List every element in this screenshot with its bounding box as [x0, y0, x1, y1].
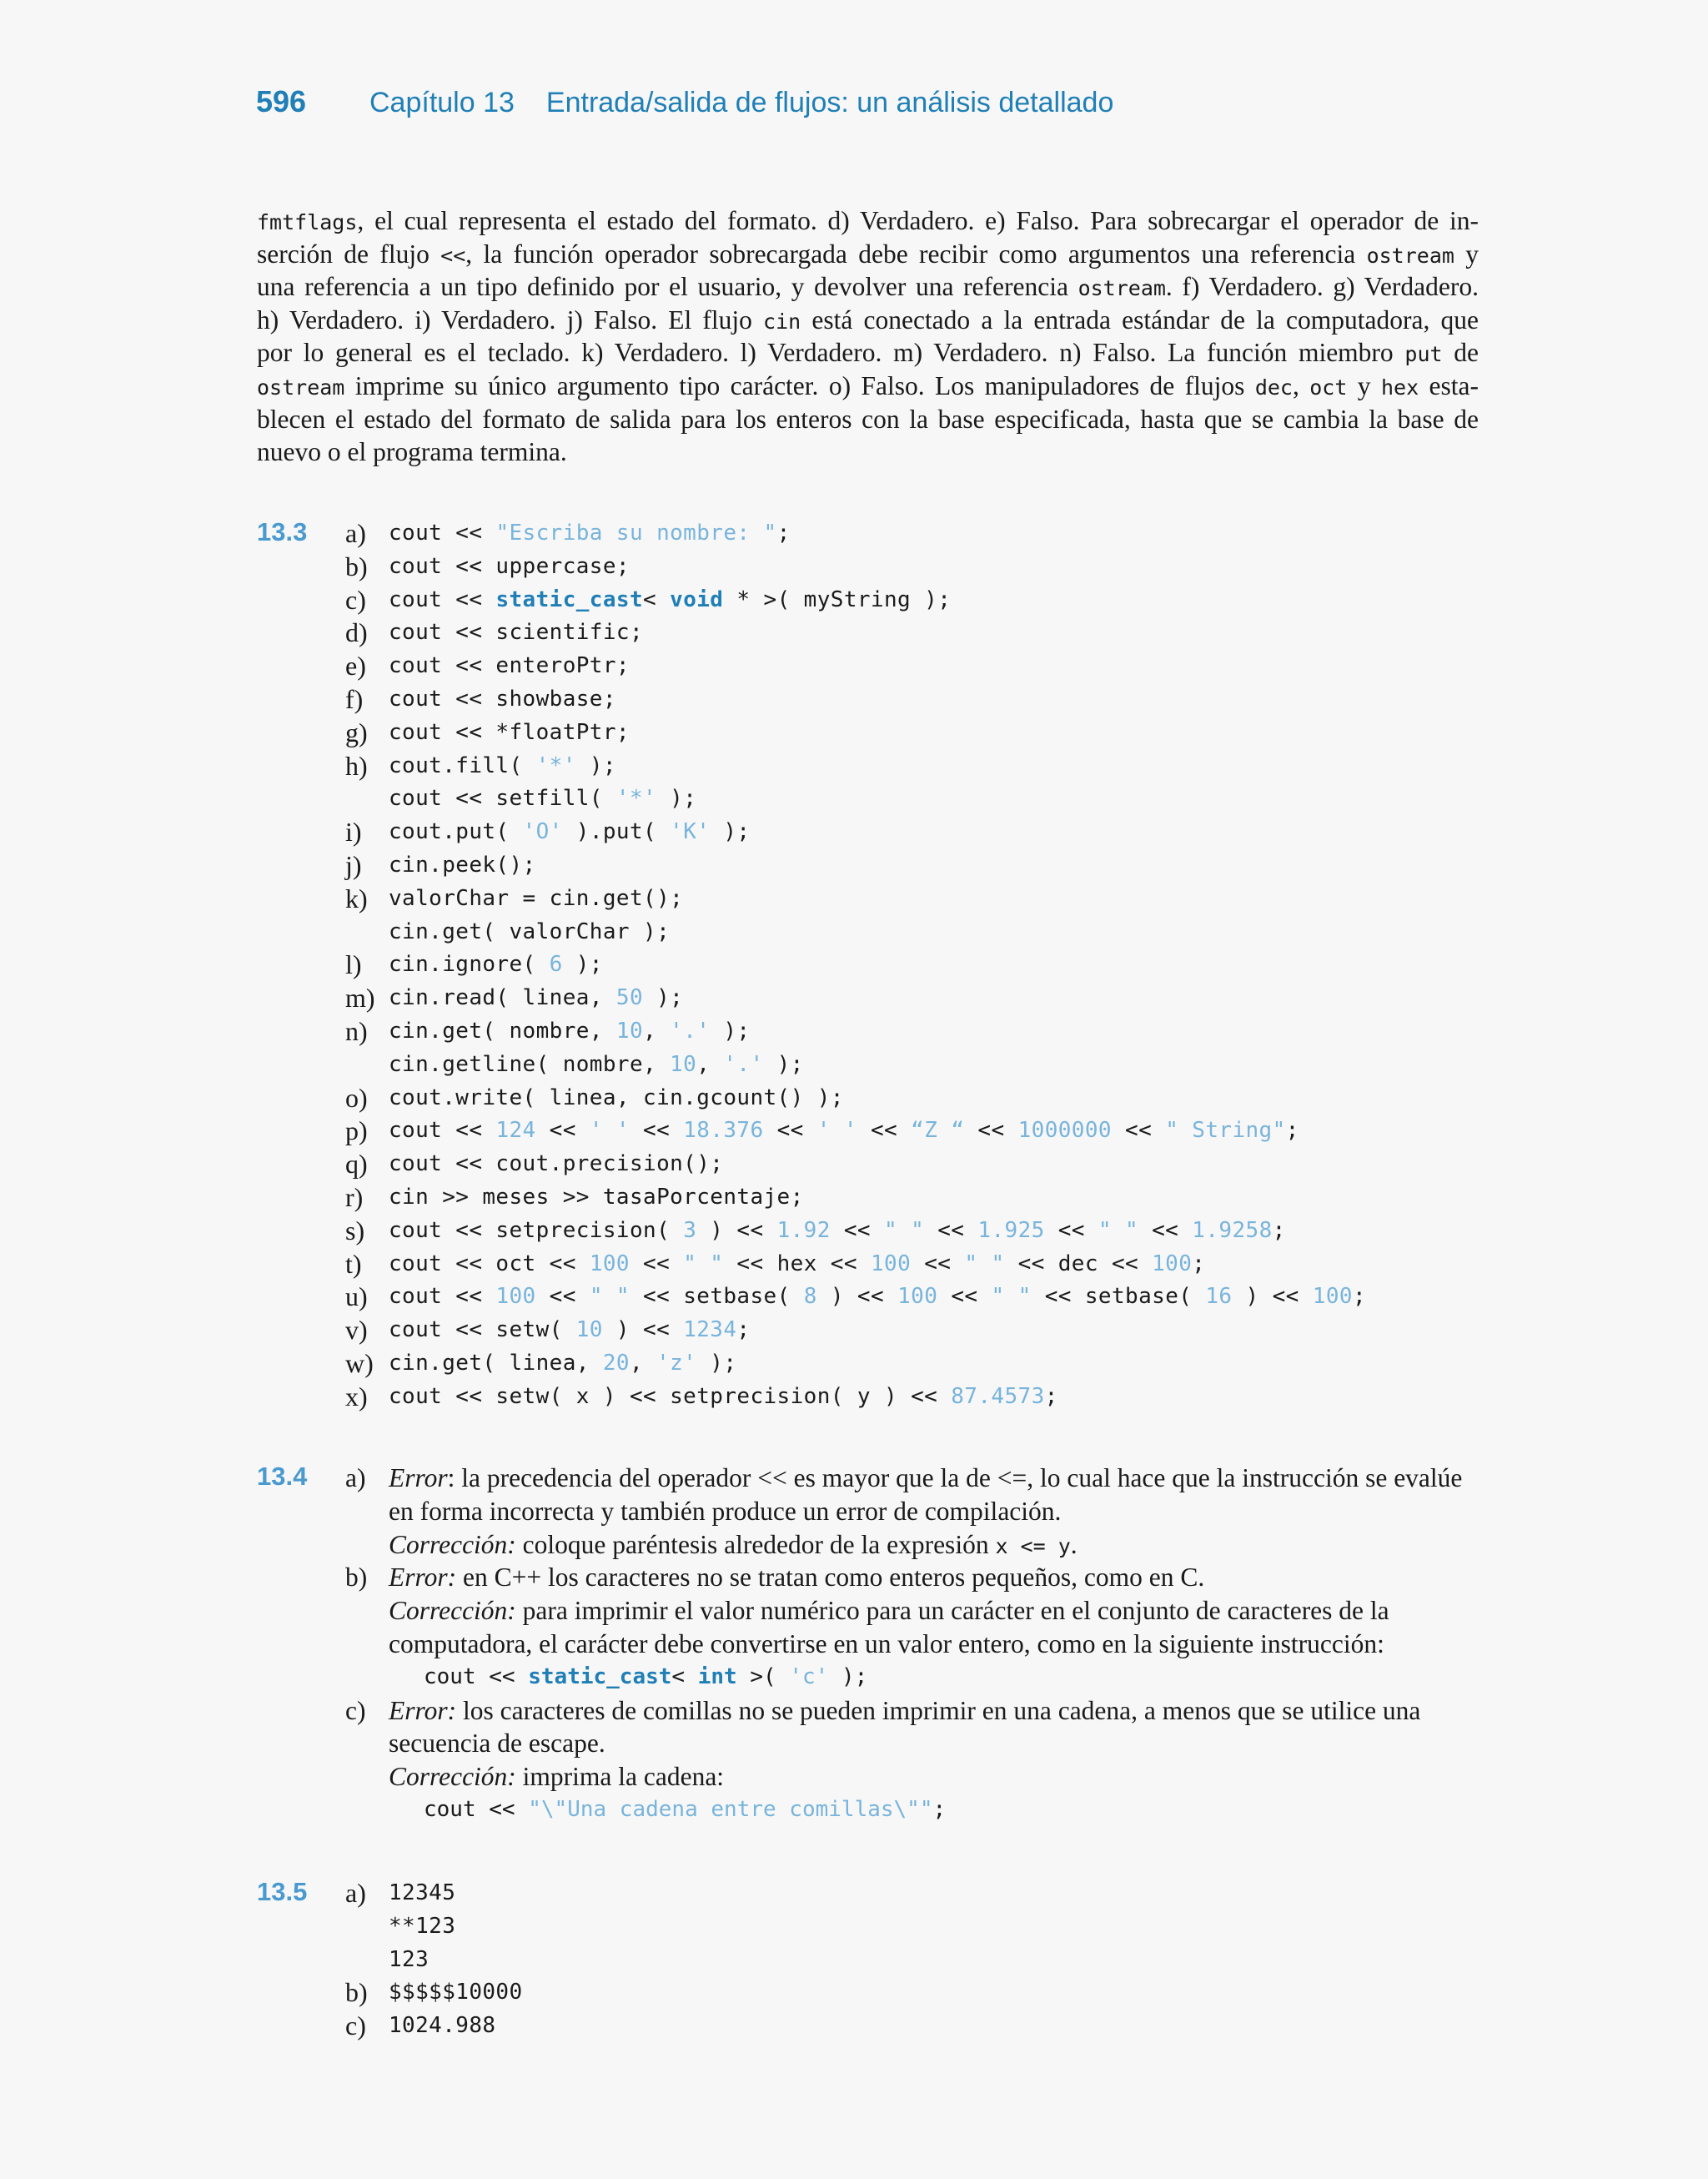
paragraph-text: , el cual representa el estado del formato. d) Verdadero. e) Falso. Para sobrecargar el operador de in- — [357, 206, 1479, 235]
code-line — [389, 1944, 429, 1977]
code-literal: " " — [884, 1217, 925, 1243]
code-text: 1024.988 — [389, 2013, 496, 2039]
code-literal: " " — [589, 1284, 630, 1310]
code-literal: " String" — [1165, 1118, 1286, 1144]
code-line — [389, 1049, 804, 1082]
paragraph-text: está conectado a la entrada estándar de la computadora, que — [801, 304, 1479, 335]
item-label: s) — [345, 1215, 365, 1246]
code-literal: 100 — [870, 1251, 912, 1276]
code-line — [389, 1115, 1299, 1148]
correction-word: Corrección: — [389, 1529, 516, 1559]
answer-paragraph — [257, 204, 1479, 469]
answers-13-4 — [345, 1462, 1488, 1827]
code-text: cin.read( linea, — [389, 985, 616, 1011]
inline-code: cin — [763, 309, 801, 334]
item-label: a) — [345, 518, 366, 548]
item-label: j) — [345, 849, 362, 880]
code-line — [389, 783, 696, 816]
code-literal: " " — [964, 1251, 1005, 1276]
item-label: v) — [345, 1315, 368, 1346]
error-text: : la precedencia del operador << es mayor que la de <=, lo cual hace que la instrucción se evalúe — [447, 1463, 1463, 1492]
code-text: ; — [1044, 1383, 1058, 1409]
code-literal: 10 — [575, 1317, 603, 1343]
error-text: en forma incorrecta y también produce un error de compilación. — [389, 1496, 1062, 1526]
code-line — [389, 1215, 1286, 1248]
code-line — [389, 750, 616, 783]
code-literal: 50 — [615, 985, 644, 1011]
code-line — [389, 916, 670, 949]
code-text: << — [857, 1118, 912, 1144]
code-line — [389, 551, 630, 584]
code-literal: 20 — [602, 1350, 630, 1376]
item-label: b) — [345, 1977, 368, 2008]
code-text: ).put( — [562, 819, 671, 845]
code-literal: 10 — [670, 1051, 697, 1077]
item-label: x) — [345, 1381, 368, 1412]
code-text: ); — [656, 786, 697, 812]
code-line — [389, 517, 791, 551]
correction-text: imprima la cadena: — [515, 1762, 725, 1792]
code-line — [389, 883, 683, 916]
code-text: cout << setfill( — [389, 786, 616, 812]
code-literal: 100 — [495, 1284, 536, 1310]
code-line — [389, 1877, 455, 1910]
code-text: ); — [710, 819, 751, 845]
code-text: cout << — [424, 1796, 529, 1822]
code-text: << hex << — [723, 1251, 871, 1276]
code-text: cout.write( linea, cin.gcount() ); — [389, 1084, 844, 1110]
code-literal: 100 — [1312, 1284, 1353, 1310]
code-text: << — [535, 1118, 590, 1144]
code-line — [389, 1661, 1488, 1694]
paragraph-text: serción de flujo — [257, 239, 441, 269]
code-literal: 1.9258 — [1192, 1217, 1273, 1243]
item-label: c) — [345, 584, 366, 615]
code-line — [389, 650, 630, 683]
code-line — [389, 2010, 495, 2043]
code-text: cout << setprecision( — [389, 1217, 684, 1243]
code-text: ; — [1192, 1251, 1206, 1276]
item-label: w) — [345, 1347, 374, 1378]
code-keyword: int — [697, 1663, 737, 1689]
code-text: cout << cout.precision(); — [389, 1151, 724, 1177]
item-label: q) — [345, 1149, 368, 1180]
paragraph-text: y — [1347, 370, 1381, 400]
code-literal: 1.925 — [977, 1217, 1045, 1243]
correction-text: coloque paréntesis alrededor de la expresión — [515, 1529, 996, 1559]
paragraph-text: y — [1454, 239, 1479, 269]
error-word: Error: — [389, 1563, 457, 1593]
code-text: cout << — [389, 586, 496, 612]
error-text: los caracteres de comillas no se pueden imprimir en una cadena, a menos que se utilice una — [456, 1695, 1421, 1725]
code-line — [389, 1248, 1205, 1281]
code-text: ; — [932, 1796, 947, 1822]
code-text: << — [964, 1118, 1018, 1144]
chapter-title: Entrada/salida de flujos: un análisis detallado — [545, 87, 1114, 118]
code-line — [389, 1148, 723, 1181]
code-text: cin.getline( nombre, — [389, 1051, 671, 1077]
inline-code: hex — [1380, 375, 1419, 400]
code-text: cout << — [424, 1663, 529, 1689]
paragraph-text: de — [1442, 338, 1479, 368]
item-label: p) — [345, 1115, 368, 1146]
answer-13-4-a — [345, 1462, 1488, 1561]
code-line — [389, 1910, 455, 1944]
code-line — [389, 982, 683, 1015]
item-label: u) — [345, 1281, 368, 1312]
code-line — [389, 683, 616, 717]
paragraph-line — [257, 270, 1479, 304]
item-label: f) — [345, 683, 364, 714]
inline-code: x <= y — [995, 1533, 1071, 1558]
correction-word: Corrección: — [389, 1762, 516, 1792]
error-word: Error — [389, 1463, 448, 1492]
item-label: m) — [345, 983, 375, 1014]
code-literal: '.' — [723, 1051, 764, 1077]
code-text: << — [1111, 1118, 1166, 1144]
code-text: * >( myString ); — [723, 586, 952, 612]
code-keyword: void — [670, 586, 724, 612]
code-line — [389, 1381, 1058, 1414]
code-literal: ' ' — [816, 1118, 857, 1144]
code-literal: 124 — [495, 1118, 536, 1144]
code-literal: 1.92 — [776, 1217, 831, 1243]
code-text: << — [1138, 1217, 1193, 1243]
section-number-13-4: 13.4 — [257, 1462, 308, 1491]
code-text: cin >> meses >> tasaPorcentaje; — [389, 1184, 804, 1210]
code-text: cout << setw( x ) << setprecision( y ) << — [389, 1383, 952, 1409]
code-text: << — [535, 1284, 590, 1310]
paragraph-text: , la función operador sobrecargada debe recibir como argumentos una referencia — [465, 239, 1367, 269]
code-literal: "\"Una cadena entre comillas\"" — [528, 1796, 933, 1822]
inline-code: << — [440, 243, 466, 268]
code-line — [389, 949, 603, 982]
paragraph-text: . f) Verdadero. g) Verdadero. — [1165, 272, 1479, 302]
code-line — [389, 616, 643, 650]
code-text: << — [630, 1118, 684, 1144]
code-line — [389, 1976, 523, 2010]
error-word: Error: — [389, 1695, 457, 1725]
page-number: 596 — [256, 84, 307, 118]
correction-word: Corrección: — [389, 1596, 516, 1626]
code-text: cout << uppercase; — [389, 553, 630, 579]
paragraph-line — [257, 204, 1479, 238]
code-text: ) << — [1232, 1284, 1313, 1310]
chapter-label: Capítulo 13 — [369, 87, 515, 118]
code-line — [389, 1281, 1366, 1314]
code-text: , — [629, 1350, 657, 1376]
item-label: r) — [345, 1181, 364, 1212]
code-text: ); — [643, 985, 684, 1011]
code-literal: 100 — [1152, 1251, 1193, 1276]
code-text: < — [643, 586, 671, 612]
paragraph-text: una referencia a un tipo definido por el usuario, y devolver una referencia — [257, 272, 1078, 302]
inline-code: dec — [1254, 375, 1293, 400]
correction-text: computadora, el carácter debe convertirse en un valor entero, como en la siguiente instrucción: — [389, 1628, 1384, 1658]
paragraph-line — [257, 370, 1479, 403]
code-text: 12345 — [389, 1880, 456, 1905]
inline-code: ostream — [1078, 276, 1166, 301]
code-literal: 100 — [589, 1251, 630, 1276]
code-text: ; — [1272, 1217, 1286, 1243]
code-line — [389, 1181, 804, 1215]
code-line — [389, 1082, 844, 1115]
code-text: cout << showbase; — [389, 686, 616, 712]
code-text: << dec << — [1004, 1251, 1153, 1276]
code-literal: '.' — [670, 1018, 711, 1044]
code-text: cout.put( — [389, 819, 523, 845]
section-number-13-5: 13.5 — [257, 1877, 308, 1906]
code-text: ); — [763, 1051, 804, 1077]
item-label: h) — [345, 750, 368, 781]
code-line — [389, 849, 536, 883]
code-keyword: static_cast — [495, 586, 644, 612]
code-text: , — [696, 1051, 724, 1077]
code-literal: ' ' — [589, 1118, 630, 1144]
code-line — [389, 584, 951, 617]
code-keyword: static_cast — [528, 1663, 672, 1689]
inline-code: oct — [1309, 375, 1348, 400]
item-label: l) — [345, 949, 362, 980]
inline-code: put — [1404, 342, 1443, 367]
paragraph-text: nuevo o el programa termina. — [257, 437, 567, 467]
code-literal: 1000000 — [1017, 1118, 1112, 1144]
code-literal: 'z' — [656, 1350, 697, 1376]
paragraph-text: esta- — [1419, 370, 1479, 400]
code-literal: '*' — [615, 786, 657, 812]
answer-13-4-c — [345, 1694, 1488, 1827]
code-text: << — [1044, 1217, 1098, 1243]
item-label: b) — [345, 551, 368, 581]
code-text: << — [911, 1251, 965, 1276]
code-text: ; — [1285, 1118, 1299, 1144]
item-label: n) — [345, 1015, 368, 1046]
code-literal: 100 — [897, 1284, 938, 1310]
code-text: valorChar = cin.get(); — [389, 885, 684, 911]
code-text: << — [763, 1118, 817, 1144]
code-text: cout << — [389, 1118, 496, 1144]
code-literal: 'c' — [789, 1663, 829, 1689]
code-text: >( — [736, 1663, 790, 1689]
item-label: b) — [345, 1563, 368, 1593]
code-text: **123 — [389, 1913, 456, 1939]
code-literal: " " — [683, 1251, 724, 1276]
code-literal: “Z “ — [911, 1118, 965, 1144]
item-label: k) — [345, 883, 368, 913]
code-literal: " " — [991, 1284, 1032, 1310]
code-line — [389, 1314, 750, 1347]
item-label: e) — [345, 651, 366, 682]
paragraph-text: , — [1292, 370, 1310, 400]
code-line — [389, 717, 630, 750]
code-text: ; — [776, 521, 791, 546]
paragraph-line — [257, 336, 1479, 370]
paragraph-line — [257, 435, 1479, 469]
code-text: cout << *floatPtr; — [389, 719, 630, 745]
code-text: cin.get( valorChar ); — [389, 918, 671, 944]
code-literal: " " — [1098, 1217, 1139, 1243]
paragraph-line — [257, 238, 1479, 271]
code-text: ) << — [602, 1317, 684, 1343]
code-literal: 10 — [615, 1018, 644, 1044]
item-label: i) — [345, 817, 362, 848]
code-text: 123 — [389, 1946, 430, 1972]
item-label: g) — [345, 717, 368, 747]
paragraph-line — [257, 403, 1479, 436]
item-label: c) — [345, 2010, 366, 2041]
inline-code: ostream — [257, 375, 345, 400]
code-line — [389, 1015, 750, 1049]
item-label: d) — [345, 617, 368, 648]
code-literal: 87.4573 — [951, 1383, 1045, 1409]
paragraph-text: blecen el estado del formato de salida para los enteros con la base especificada, hasta que se cambia la base de — [257, 404, 1479, 434]
code-text: ; — [736, 1317, 751, 1343]
code-text: ; — [1352, 1284, 1367, 1310]
code-literal: 16 — [1205, 1284, 1233, 1310]
correction-text: para imprimir el valor numérico para un carácter en el conjunto de caracteres de la — [515, 1596, 1389, 1626]
code-literal: "Escriba su nombre: " — [495, 521, 777, 546]
correction-end: . — [1070, 1529, 1078, 1559]
code-text: cout << enteroPtr; — [389, 653, 630, 679]
code-text: $$$$$10000 — [389, 1980, 523, 2005]
code-text: cout << scientific; — [389, 620, 644, 646]
paragraph-text: imprime su único argumento tipo carácter. o) Falso. Los manipuladores de flujos — [344, 370, 1255, 400]
paragraph-text: por lo general es el teclado. k) Verdadero. l) Verdadero. m) Verdadero. n) Falso. La función miembro — [257, 338, 1405, 368]
code-text: ); — [575, 752, 616, 778]
paragraph-text: h) Verdadero. i) Verdadero. j) Falso. El flujo — [257, 304, 764, 335]
code-text: cout << oct << — [389, 1251, 590, 1276]
paragraph-line — [257, 304, 1479, 337]
code-literal: 18.376 — [683, 1118, 764, 1144]
code-text: cin.peek(); — [389, 852, 536, 878]
item-label: t) — [345, 1248, 362, 1279]
code-text: ); — [562, 952, 603, 978]
code-text: ) << — [816, 1284, 898, 1310]
code-text: cout << — [389, 1284, 496, 1310]
code-text: ) << — [696, 1217, 777, 1243]
code-text: << setbase( — [630, 1284, 804, 1310]
error-text: en C++ los caracteres no se tratan como enteros pequeños, como en C. — [456, 1563, 1205, 1593]
code-text: << — [924, 1217, 978, 1243]
item-label: a) — [345, 1878, 366, 1908]
code-literal: 'O' — [522, 819, 563, 845]
code-text: cout.fill( — [389, 752, 536, 778]
code-text: , — [643, 1018, 671, 1044]
code-text: cin.ignore( — [389, 952, 550, 978]
code-literal: 8 — [803, 1284, 817, 1310]
code-text: << — [629, 1251, 684, 1276]
code-text: cout << — [389, 521, 496, 546]
code-text: < — [671, 1663, 698, 1689]
code-text: << — [937, 1284, 992, 1310]
code-line — [389, 816, 751, 849]
code-text: cin.get( linea, — [389, 1350, 603, 1376]
code-literal: '*' — [535, 752, 576, 778]
code-line — [389, 1347, 736, 1381]
code-text: << — [830, 1217, 885, 1243]
section-number-13-3: 13.3 — [257, 517, 308, 546]
code-line — [389, 1794, 1488, 1827]
code-literal: 'K' — [670, 819, 711, 845]
code-text: ); — [710, 1018, 751, 1044]
running-header — [256, 77, 1113, 127]
code-literal: 6 — [549, 952, 563, 978]
code-text: cin.get( nombre, — [389, 1018, 616, 1044]
code-literal: 3 — [683, 1217, 697, 1243]
code-text: << setbase( — [1031, 1284, 1206, 1310]
code-text: ); — [828, 1663, 868, 1689]
item-label: o) — [345, 1082, 368, 1113]
error-text: secuencia de escape. — [389, 1729, 605, 1759]
inline-code: ostream — [1366, 243, 1454, 268]
code-text: cout << setw( — [389, 1317, 576, 1343]
inline-code: fmtflags — [257, 210, 358, 234]
code-literal: 1234 — [683, 1317, 737, 1343]
item-label: a) — [345, 1463, 366, 1492]
item-label: c) — [345, 1695, 366, 1725]
code-text: ); — [696, 1350, 737, 1376]
answer-13-4-b — [345, 1561, 1488, 1693]
